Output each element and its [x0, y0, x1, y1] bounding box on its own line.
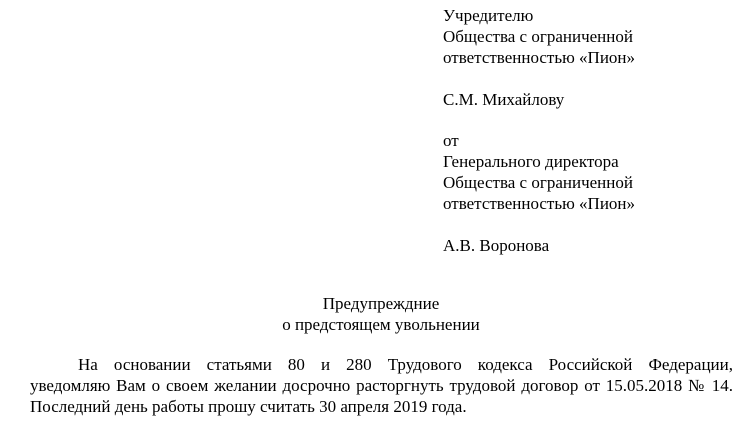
- sender-line-1: Генерального директора: [443, 152, 619, 171]
- recipient-line-2: Общества с ограниченной: [443, 27, 633, 46]
- body-line-3: Последний день работы прошу считать 30 апреля 2019 года.: [30, 397, 467, 416]
- body-line-1: На основании статьями 80 и 280 Трудового кодекса Российской Федерации,: [78, 355, 733, 374]
- recipient-name: С.М. Михайлову: [443, 90, 565, 109]
- sender-line-2: Общества с ограниченной: [443, 173, 633, 192]
- from-word: от: [443, 131, 459, 150]
- body-line-2: уведомляю Вам о своем желании досрочно расторгнуть трудовой договор от 15.05.2018 № 14.: [30, 376, 733, 395]
- recipient-line-1: Учредителю: [443, 6, 534, 25]
- document-title: Предупреждние: [322, 294, 440, 313]
- recipient-line-3: ответственностью «Пион»: [443, 48, 636, 67]
- sender-name: А.В. Воронова: [443, 236, 550, 255]
- sender-line-3: ответственностью «Пион»: [443, 194, 636, 213]
- document-subtitle: о предстоящем увольнении: [282, 315, 480, 334]
